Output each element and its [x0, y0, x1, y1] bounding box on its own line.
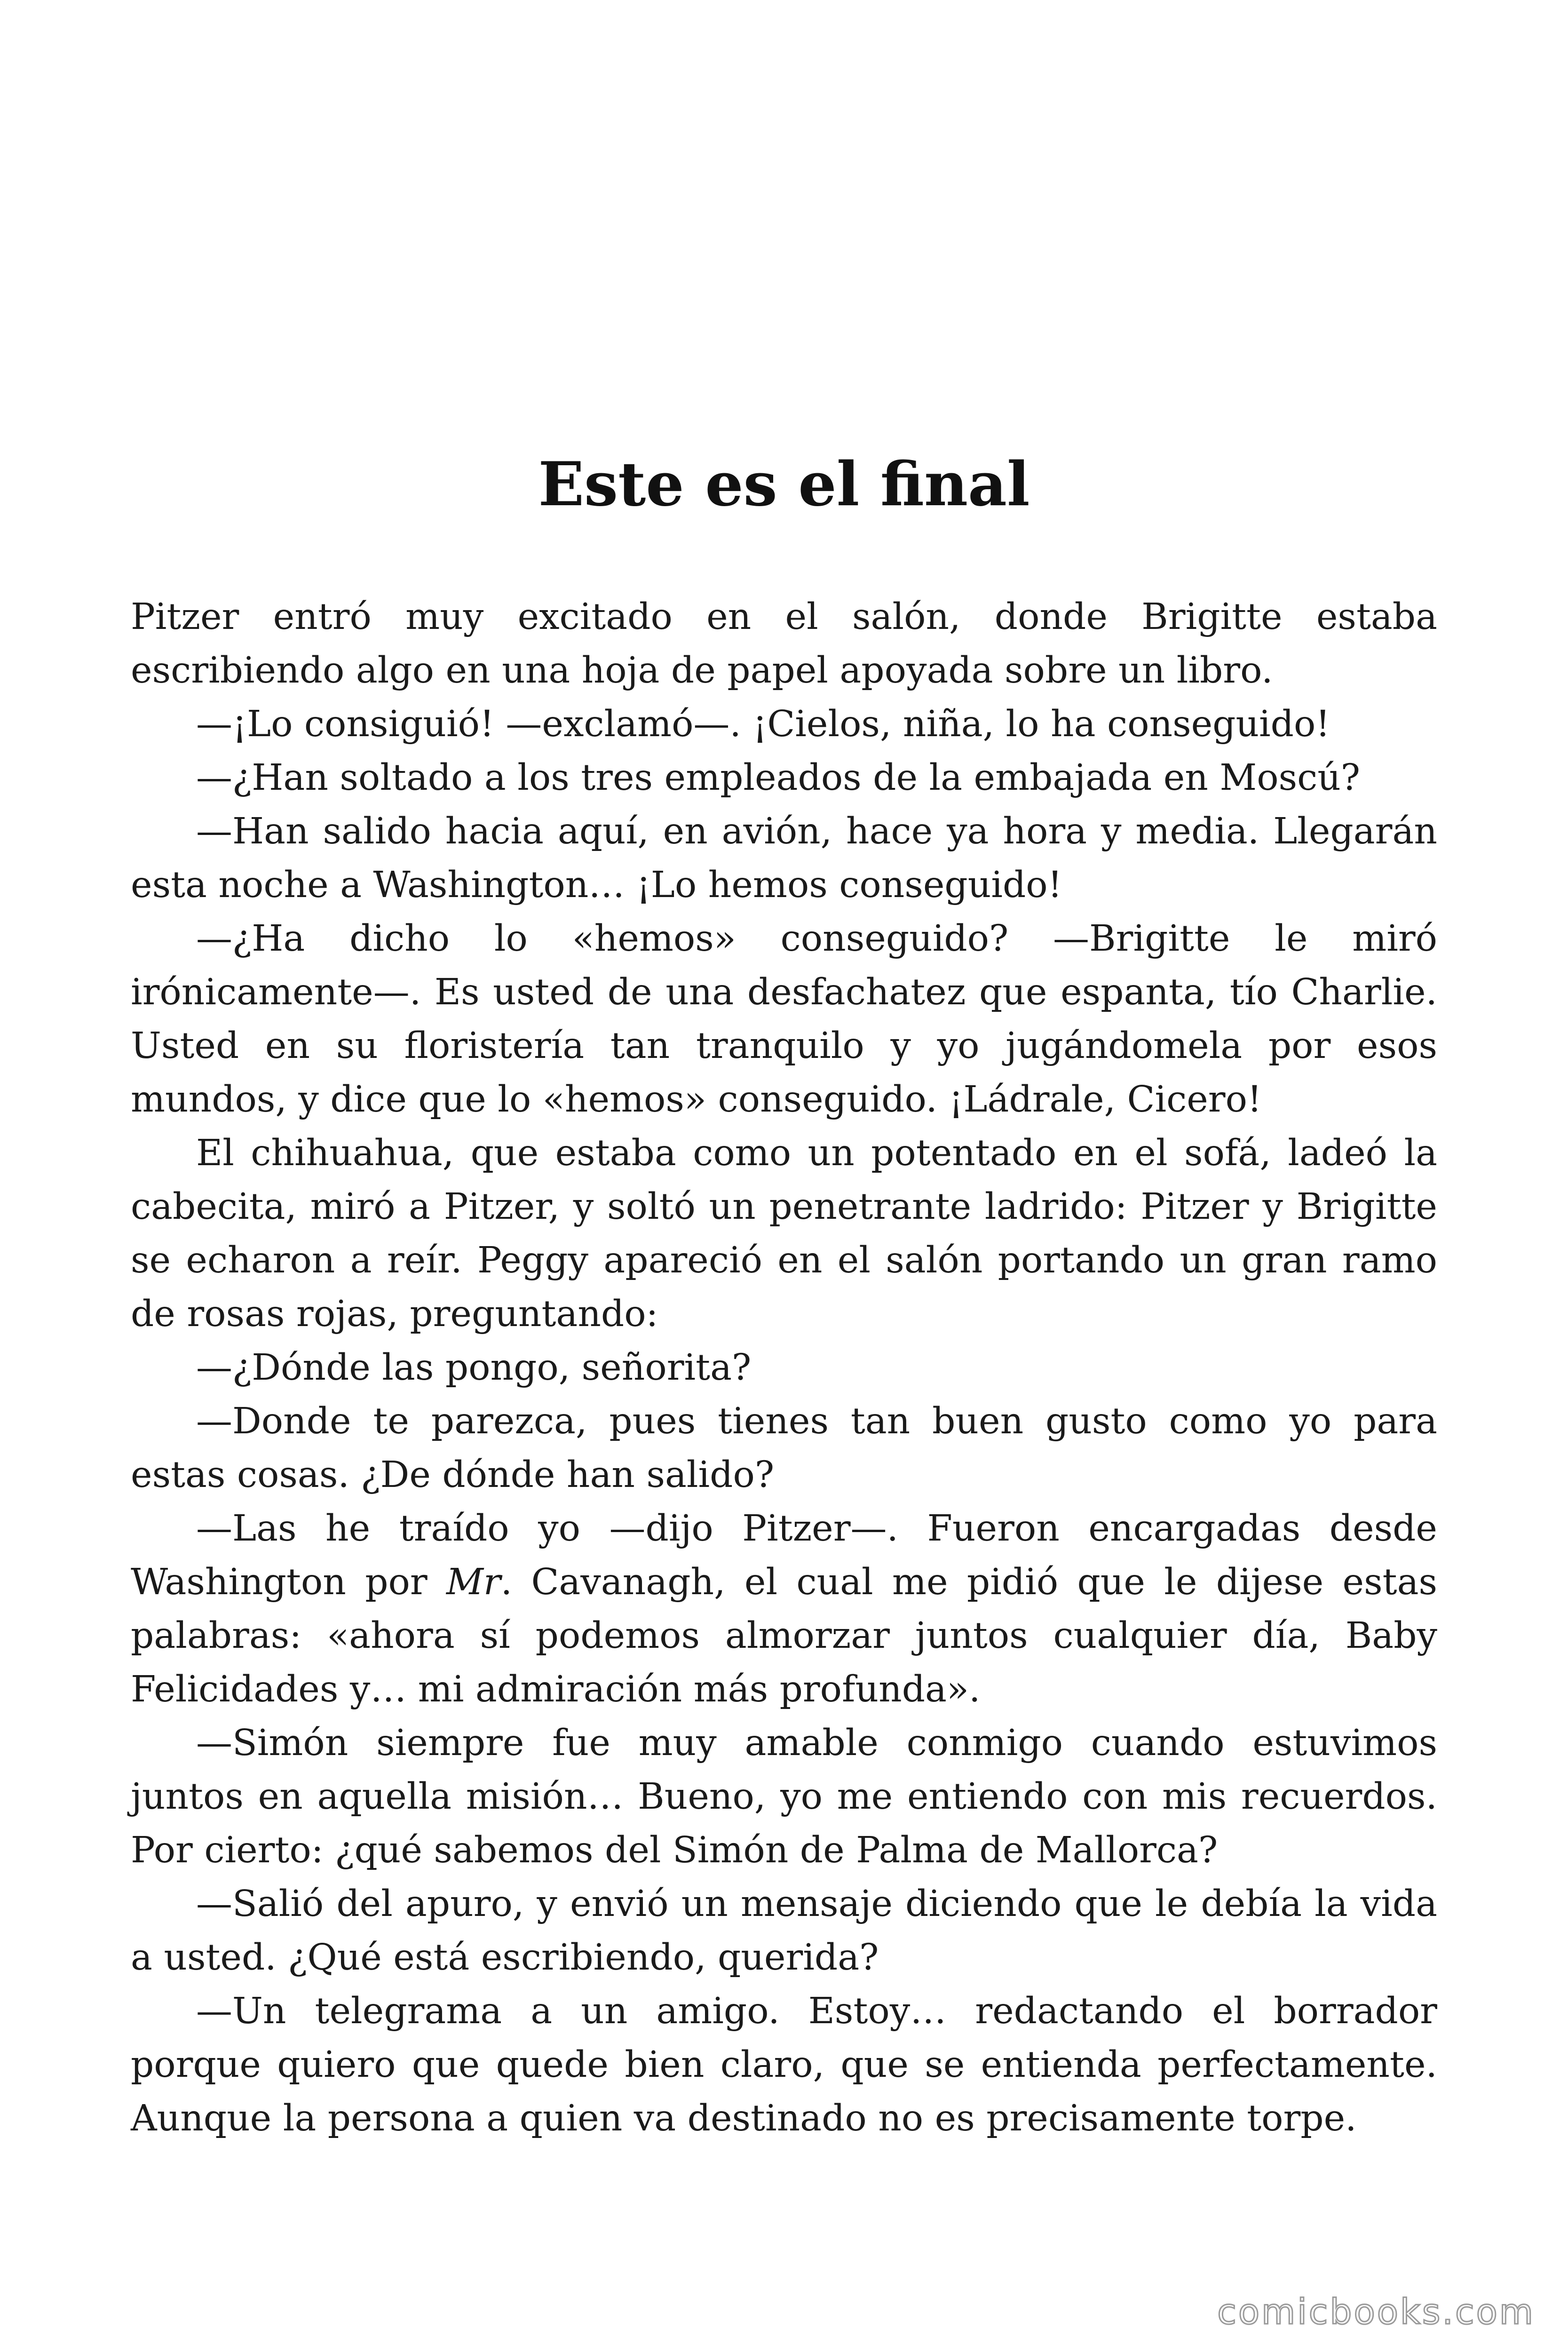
chapter-body — [131, 590, 1437, 2145]
italic-abbreviation: Mr — [446, 1561, 501, 1603]
paragraph: El chihuahua, que estaba como un potentado en el sofá, ladeó la cabecita, miró a Pitzer, y soltó un penetrante ladrido: Pitzer y Brigitte se echaron a reír. Peggy apareció en el salón portando un gran ramo de rosas rojas, preguntando: — [131, 1132, 1437, 1335]
site-watermark: comicbooks.com — [1217, 2292, 1535, 2332]
paragraph: —¡Lo consiguió! —exclamó—. ¡Cielos, niña, lo ha conseguido! — [196, 703, 1330, 745]
chapter-title: Este es el final — [538, 449, 1030, 520]
paragraph: —¿Han soltado a los tres empleados de la embajada en Moscú? — [196, 757, 1361, 799]
paragraph: —¿Ha dicho lo «hemos» conseguido? —Brigitte le miró irónicamente—. Es usted de una desfachatez que espanta, tío Charlie. Usted en su floristería tan tranquilo y yo jugándomela por esos mundos, y dice que lo «hemos» conseguido. ¡Ládrale, Cicero! — [131, 918, 1437, 1120]
paragraph: —Donde te parezca, pues tienes tan buen gusto como yo para estas cosas. ¿De dónde han salido? — [131, 1400, 1437, 1496]
paragraph: —Salió del apuro, y envió un mensaje diciendo que le debía la vida a usted. ¿Qué está escribiendo, querida? — [131, 1883, 1437, 1979]
paragraph-text-after: . Cavanagh, el cual me pidió que le dijese estas palabras: «ahora sí podemos almorzar juntos cualquier día, Baby Felicidades y… mi admiración más profunda». — [131, 1561, 1437, 1710]
paragraph-text-before: —Las he traído yo —dijo Pitzer—. Fueron encargadas desde Washington por — [131, 1508, 1437, 1603]
paragraph: —Simón siempre fue muy amable conmigo cuando estuvimos juntos en aquella misión… Bueno, yo me entiendo con mis recuerdos. Por cierto: ¿qué sabemos del Simón de Palma de Mallorca? — [131, 1722, 1437, 1871]
paragraph: —Un telegrama a un amigo. Estoy… redactando el borrador porque quiero que quede bien claro, que se entienda perfectamente. Aunque la persona a quien va destinado no es precisamente torpe. — [131, 1990, 1437, 2139]
paragraph: —¿Dónde las pongo, señorita? — [196, 1347, 752, 1389]
paragraph: —Han salido hacia aquí, en avión, hace ya hora y media. Llegarán esta noche a Washington… ¡Lo hemos conseguido! — [131, 810, 1437, 906]
paragraph — [131, 1502, 1437, 1716]
paragraph: Pitzer entró muy excitado en el salón, donde Brigitte estaba escribiendo algo en una hoja de papel apoyada sobre un libro. — [131, 596, 1437, 691]
